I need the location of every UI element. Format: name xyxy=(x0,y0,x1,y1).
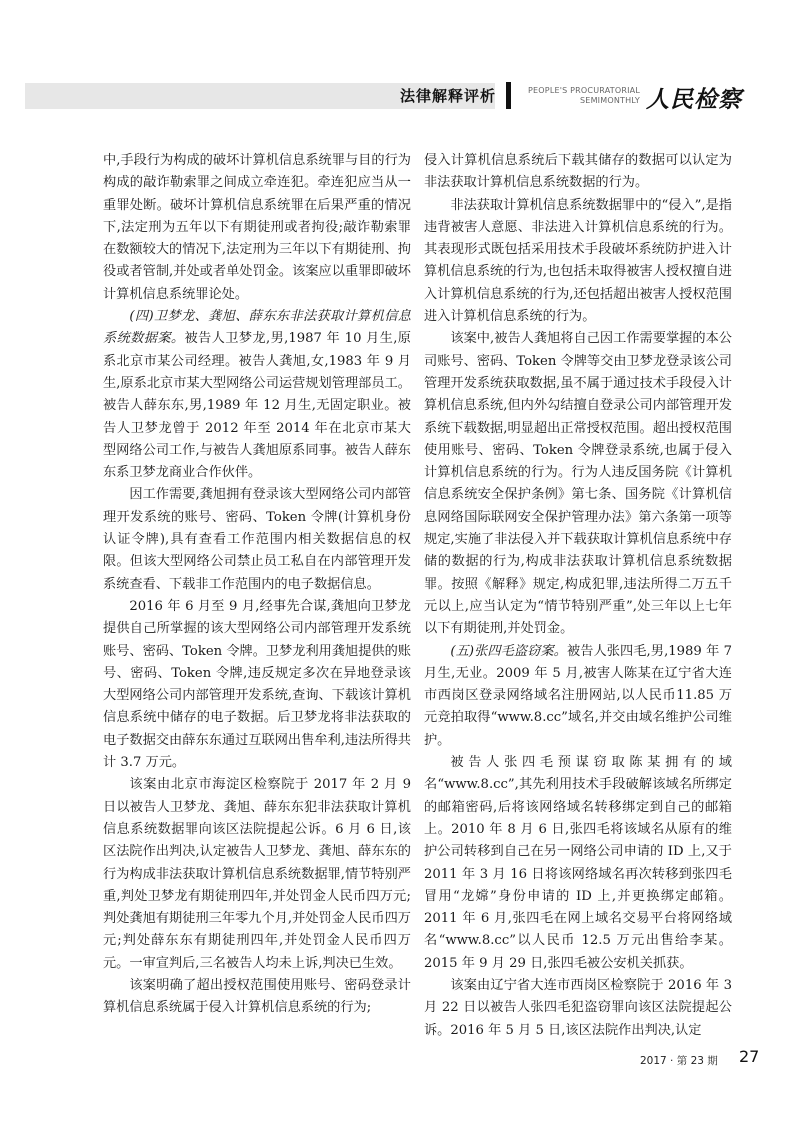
paragraph xyxy=(424,752,732,975)
paragraph xyxy=(103,150,411,306)
paragraph-text: 侵入计算机信息系统后下载其储存的数据可以认定为非法获取计算机信息系统数据的行为。 xyxy=(424,153,732,191)
paragraph xyxy=(424,328,732,640)
paragraph xyxy=(103,484,411,595)
paragraph xyxy=(424,195,732,329)
paragraph xyxy=(103,596,411,774)
left-column xyxy=(103,150,411,1020)
page-number: 27 xyxy=(739,1047,760,1066)
magazine-english-name xyxy=(522,86,640,106)
right-column xyxy=(424,150,732,1042)
paragraph-text: 该案明确了超出授权范围使用账号、密码登录计算机信息系统属于侵入计算机信息系统的行为; xyxy=(103,977,411,1016)
paragraph xyxy=(424,641,732,752)
paragraph-text: 被告人张四毛,男,1989 年 7 月生,无业。2009 年 5 月,被害人陈某在辽宁省大连市西岗区登录网络域名注册网站,以人民币11.85 万元竞拍取得“www.8.cc”域名,并交由域名维护公司维护。 xyxy=(424,643,733,748)
paragraph xyxy=(424,150,732,195)
paragraph-text: 该案由辽宁省大连市西岗区检察院于 2016 年 3 月 22 日以被告人张四毛犯盗窃罪向该区法院提起公诉。2016 年 5 月 5 日,该区法院作出判决,认定 xyxy=(424,977,732,1038)
paragraph-text: 被告人张四毛预谋窃取陈某拥有的域名“www.8.cc”,其先利用技术手段破解该域名所绑定的邮箱密码,后将该网络域名转移绑定到自己的邮箱上。2010 年 8 月 6 日,张四毛将该域名从原有的维护公司转移到自己在另一网络公司申请的 ID 上,又于 2011 年 3 月 16 日将该网络域名再次转移到张四毛冒用“龙嫦”身份申请的 ID 上,并更换绑定邮箱。2011 年 6 月,张四毛在网上域名交易平台将网络域名“www.8.cc”以人民币 12.5 万元出售给李某。2015 年 9 月 29 日,张四毛被公安机关抓获。 xyxy=(424,755,732,971)
issue-label: 2017 · 第 23 期 xyxy=(640,1055,718,1067)
magazine-english-line2: SEMIMONTHLY xyxy=(580,96,640,105)
paragraph xyxy=(103,774,411,975)
paragraph-text: 该案由北京市海淀区检察院于 2017 年 2 月 9 日以被告人卫梦龙、龚旭、薛东东犯非法获取计算机信息系统数据罪向该区法院提起公诉。6 月 6 日,该区法院作出判决,认定被告人卫梦龙、龚旭、薛东东的行为构成非法获取计算机信息系统数据罪,情节特别严重,判处卫梦龙有期徒刑四年,并处罚金人民币四万元;判处龚旭有期徒刑三年零九个月,并处罚金人民币四万元;判处薛东东有期徒刑四年,并处罚金人民币四万元。一审宣判后,三名被告人均未上诉,判决已生效。 xyxy=(103,777,411,971)
paragraph-text: 2016 年 6 月至 9 月,经事先合谋,龚旭向卫梦龙提供自己所掌握的该大型网络公司内部管理开发系统账号、密码、Token 令牌。卫梦龙利用龚旭提供的账号、密码、Token 令牌,违反规定多次在异地登录该大型网络公司内部管理开发系统,查询、下载该计算机信息系统中储存的电子数据。后卫梦龙将非法获取的电子数据交由薛东东通过互联网出售牟利,违法所得共计 3.7 万元。 xyxy=(103,598,411,771)
case-heading: (五)张四毛盗窃案。 xyxy=(450,643,567,659)
paragraph xyxy=(103,975,411,1020)
section-title: 法律解释评析 xyxy=(400,87,497,105)
paragraph-text: 非法获取计算机信息系统数据罪中的“侵入”,是指违背被害人意愿、非法进入计算机信息系统的行为。其表现形式既包括采用技术手段破坏系统防护进入计算机信息系统的行为,也包括未取得被害人授权擅自进入计算机信息系统的行为,还包括超出被害人授权范围进入计算机信息系统的行为。 xyxy=(424,197,732,325)
paragraph-text: 被告人卫梦龙,男,1987 年 10 月生,原系北京市某公司经理。被告人龚旭,女,1983 年 9 月生,原系北京市某大型网络公司运营规划管理部员工。被告人薛东东,男,1989 年 12 月生,无固定职业。被告人卫梦龙曾于 2012 年至 2014 年在北京市某大型网络公司工作,与被告人龚旭原系同事。被告人薛东东系卫梦龙商业合作伙伴。 xyxy=(103,331,411,481)
paragraph-text: 中,手段行为构成的破坏计算机信息系统罪与目的行为构成的敲诈勒索罪之间成立牵连犯。牵连犯应当从一重罪处断。破坏计算机信息系统罪在后果严重的情况下,法定刑为五年以下有期徒刑或者拘役;敲诈勒索罪在数额较大的情况下,法定刑为三年以下有期徒刑、拘役或者管制,并处或者单处罚金。该案应以重罪即破坏计算机信息系统罪论处。 xyxy=(103,153,411,302)
paragraph xyxy=(103,306,411,484)
magazine-english-line1: PEOPLE'S PROCURATORIAL xyxy=(528,86,640,95)
magazine-logo-text: 人民检察 xyxy=(646,86,742,113)
paragraph-text: 该案中,被告人龚旭将自己因工作需要掌握的本公司账号、密码、Token 令牌等交由卫梦龙登录该公司管理开发系统获取数据,虽不属于通过技术手段侵入计算机信息系统,但内外勾结擅自登录公司内部管理开发系统下载数据,明显超出正常授权范围。超出授权范围使用账号、密码、Token 令牌登录系统,也属于侵入计算机信息系统的行为。行为人违反国务院《计算机信息系统安全保护条例》第七条、国务院《计算机信息网络国际联网安全保护管理办法》第六条第一项等规定,实施了非法侵入并下载获取计算机信息系统中存储的数据的行为,构成非法获取计算机信息系统数据罪。按照《解释》规定,构成犯罪,违法所得二万五千元以上,应当认定为“情节特别严重”,处三年以上七年以下有期徒刑,并处罚金。 xyxy=(424,331,732,637)
case-heading: (四)卫梦龙、龚旭、薛东东非法获取计算机信息系统数据案。 xyxy=(103,309,411,347)
header-divider-bar xyxy=(506,82,511,109)
paragraph-text: 因工作需要,龚旭拥有登录该大型网络公司内部管理开发系统的账号、密码、Token 令牌(计算机身份认证令牌),具有查看工作范围内相关数据信息的权限。但该大型网络公司禁止员工私自在内部管理开发系统查看、下载非工作范围内的电子数据信息。 xyxy=(103,487,411,592)
paragraph xyxy=(424,975,732,1042)
